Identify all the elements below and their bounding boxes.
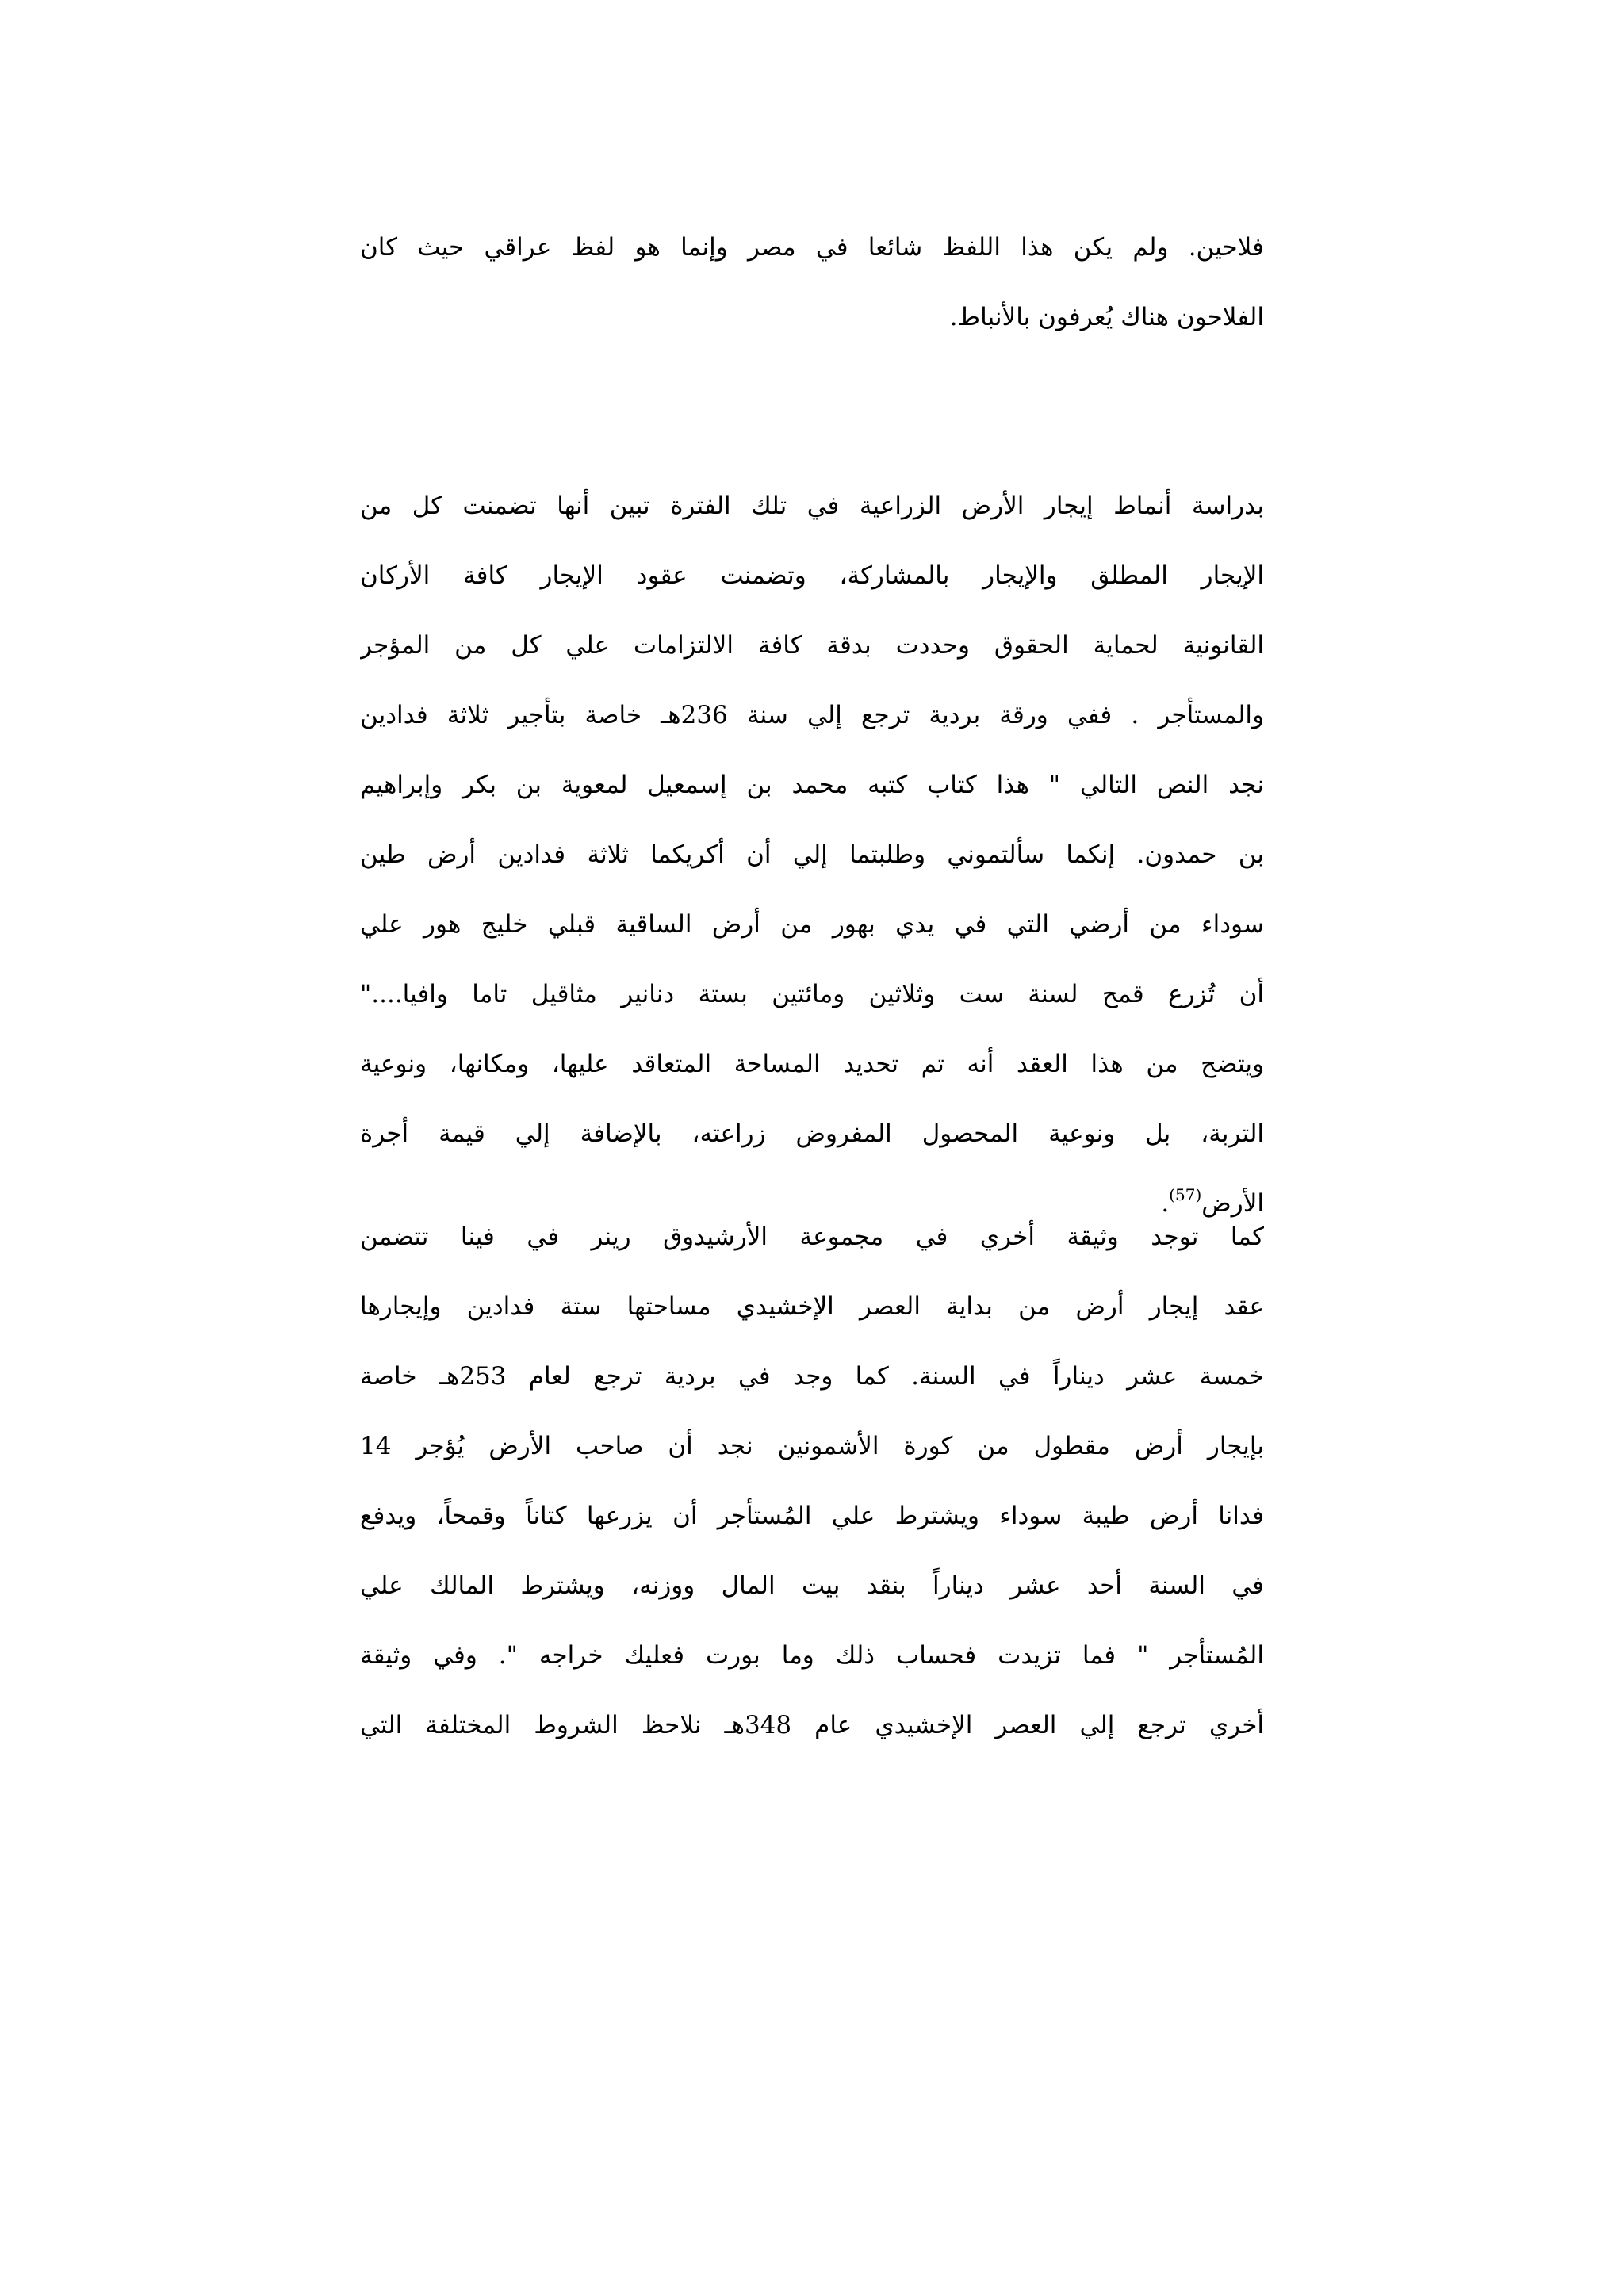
paragraph-line: سوداء من أرضي التي في يدي بهور من أرض الساقية قبلي خليج هور علي <box>360 910 1264 939</box>
last-line-text: الأرض <box>1201 1189 1264 1218</box>
paragraph-line: الإيجار المطلق والإيجار بالمشاركة، وتضمنت عقود الإيجار كافة الأركان <box>360 561 1264 590</box>
paragraph-line: القانونية لحماية الحقوق وحددت بدقة كافة الالتزامات علي كل من المؤجر <box>360 631 1264 660</box>
paragraph-line: أن تُزرع قمح لسنة ست وثلاثين ومائتين بستة دنانير مثاقيل تاما وافيا...." <box>360 980 1264 1008</box>
paragraph-line: عقد إيجار أرض من بداية العصر الإخشيدي مساحتها ستة فدادين وإيجارها <box>360 1292 1264 1321</box>
paragraph-line: التربة، بل ونوعية المحصول المفروض زراعته، بالإضافة إلي قيمة أجرة <box>360 1119 1264 1148</box>
paragraph-line: بدراسة أنماط إيجار الأرض الزراعية في تلك الفترة تبين أنها تضمنت كل من <box>360 492 1264 520</box>
paragraph-line: بإيجار أرض مقطول من كورة الأشمونين نجد أن صاحب الأرض يُؤجر 14 <box>360 1432 1264 1460</box>
paragraph-line: في السنة أحد عشر ديناراً بنقد بيت المال ووزنه، ويشترط المالك علي <box>360 1571 1264 1600</box>
paragraph-line: الفلاحون هناك يُعرفون بالأنباط. <box>949 303 1264 331</box>
paragraph-line: والمستأجر . ففي ورقة بردية ترجع إلي سنة 236هـ خاصة بتأجير ثلاثة فدادين <box>360 701 1264 729</box>
paragraph-1 <box>360 212 1264 352</box>
paragraph-line: ويتضح من هذا العقد أنه تم تحديد المساحة المتعاقد عليها، ومكانها، ونوعية <box>360 1050 1264 1078</box>
paragraph-line: بن حمدون. إنكما سألتموني وطلبتما إلي أن أكريكما ثلاثة فدادين أرض طين <box>360 840 1264 869</box>
paragraph-2 <box>360 471 1264 1238</box>
paragraph-line: خمسة عشر ديناراً في السنة. كما وجد في بردية ترجع لعام 253هـ خاصة <box>360 1362 1264 1391</box>
footnote-reference: (57) <box>1169 1185 1202 1204</box>
paragraph-3 <box>360 1202 1264 1760</box>
last-line-end: . <box>1161 1189 1170 1218</box>
paragraph-line: المُستأجر " فما تزيدت فحساب ذلك وما بورت فعليك خراجه ". وفي وثيقة <box>360 1641 1264 1670</box>
paragraph-line: فلاحين. ولم يكن هذا اللفظ شائعا في مصر وإنما هو لفظ عراقي حيث كان <box>360 233 1264 262</box>
paragraph-line: أخري ترجع إلي العصر الإخشيدي عام 348هـ نلاحظ الشروط المختلفة التي <box>360 1711 1264 1739</box>
paragraph-line: فدانا أرض طيبة سوداء ويشترط علي المُستأجر أن يزرعها كتاناً وقمحاً، ويدفع <box>360 1502 1264 1530</box>
paragraph-line: كما توجد وثيقة أخري في مجموعة الأرشيدوق رينر في فينا تتضمن <box>360 1223 1264 1251</box>
paragraph-line: نجد النص التالي " هذا كتاب كتبه محمد بن إسمعيل لمعوية بن بكر وإبراهيم <box>360 771 1264 799</box>
